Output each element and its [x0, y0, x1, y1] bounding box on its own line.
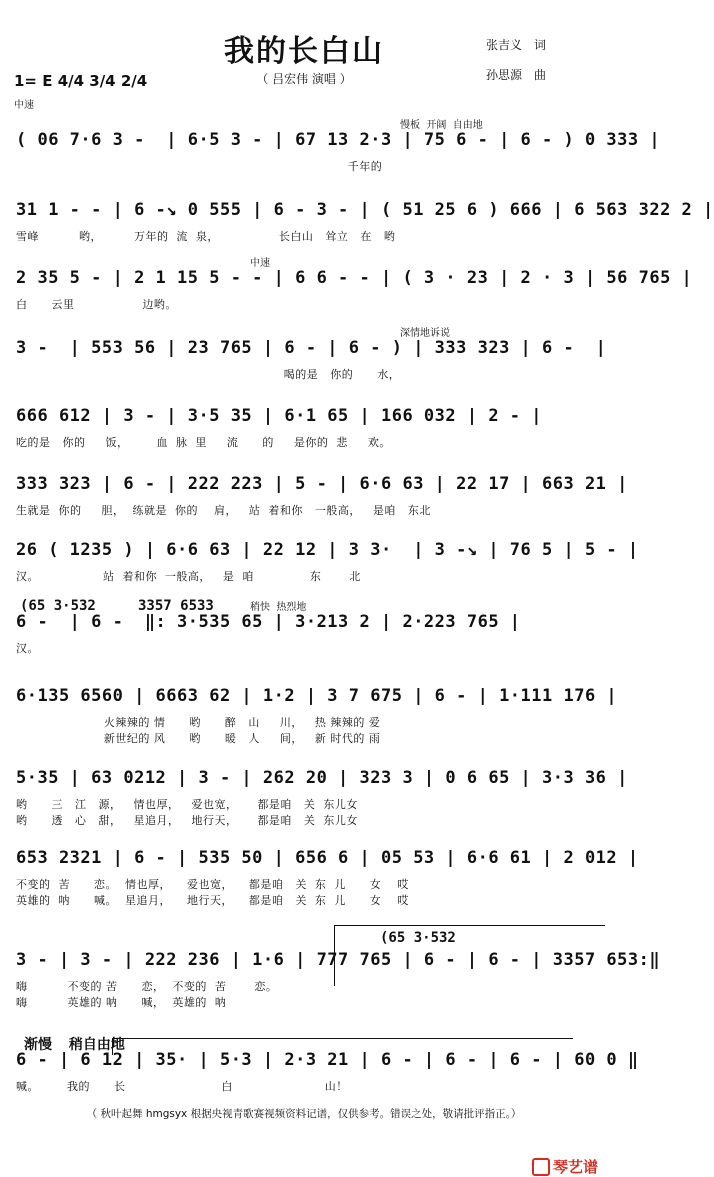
lyric-line: 哟 三 江 源， 情也厚， 爱也宽， 都是咱 关 东儿女 [16, 798, 358, 811]
notation-row: 3 - | 553 56 | 23 765 | 6 - | 6 - ) | 333 323 | 6 - | [16, 338, 607, 358]
row-direction: 渐慢 稍自由地 [24, 1037, 125, 1053]
volta-bracket-2 [112, 1038, 573, 1055]
lyric-line: 汉。 站 着和你 一般高， 是 咱 东 北 [16, 570, 361, 583]
lyric-line: 英雄的 呐 喊。 星追月， 地行天， 都是咱 关 东 儿 女 哎 [16, 894, 409, 907]
row-direction: 深情地诉说 [400, 328, 450, 339]
notation-row: 6·135 6560 | 6663 62 | 1·2 | 3 7 675 | 6 - | 1·111 176 | [16, 686, 618, 706]
row-direction: (65 3·532 [380, 930, 456, 946]
key-signature: 1= E 4/4 3/4 2/4 [14, 72, 148, 90]
lyric-line: 新世纪的 风 哟 暖 人 间， 新 时代的 雨 [16, 732, 381, 745]
lyric-line: 吃的是 你的 饭， 血 脉 里 流 的 是你的 悲 欢。 [16, 436, 391, 449]
notation-row: 653 2321 | 6 - | 535 50 | 656 6 | 05 53 | 6·6 61 | 2 012 | [16, 848, 639, 868]
notation-row: 666 612 | 3 - | 3·5 35 | 6·1 65 | 166 032 | 2 - | [16, 406, 543, 426]
lyric-line: 雪峰 哟， 万年的 流 泉， 长白山 耸立 在 哟 [16, 230, 396, 243]
lyric-line: 嗨 英雄的 呐 喊， 英雄的 呐 [16, 996, 227, 1009]
logo-text: 琴艺谱 [552, 1158, 598, 1176]
logo-icon [532, 1158, 550, 1176]
site-logo [522, 1138, 598, 1177]
song-title: 我的长白山 [224, 34, 384, 69]
volta-bracket [334, 925, 605, 986]
notation-row: 333 323 | 6 - | 222 223 | 5 - | 6·6 63 | 22 17 | 663 21 | [16, 474, 628, 494]
lyric-line: 汉。 [16, 642, 39, 655]
row-direction: 慢板 开阔 自由地 [400, 120, 483, 131]
notation-row: 6 - | 6 12 | 35· | 5·3 | 2·3 21 | 6 - | 6 - | 6 - | 60 0 ‖ [16, 1050, 639, 1070]
notation-row: ( 06 7·6 3 - | 6·5 3 - | 67 13 2·3 | 75 6 - | 6 - ) 0 333 | [16, 130, 661, 150]
performer-line: （ 吕宏伟 演唱 ） [256, 72, 352, 86]
row-direction: 3357 6533 [138, 598, 214, 614]
transcriber-note: （ 秋叶起舞 hmgsyx 根据央视青歌赛视频资料记谱，仅供参考。错误之处，敬请批评指正。） [86, 1108, 522, 1120]
row-direction: 中速 [250, 258, 270, 269]
row-direction: (65 3·532 [20, 598, 96, 614]
composer-credit: 孙思源 曲 [486, 68, 547, 82]
row-direction: 稍快 热烈地 [250, 602, 307, 613]
lyric-line: 火辣辣的 情 哟 醉 山 川， 热 辣辣的 爱 [16, 716, 381, 729]
notation-row: 31 1 - - | 6 -↘ 0 555 | 6 - 3 - | ( 51 25 6 ) 666 | 6 563 322 2 | [16, 200, 714, 220]
lyric-line: 千年的 [16, 160, 383, 173]
notation-row: 2 35 5 - | 2 1 15 5 - - | 6 6 - - | ( 3 · 23 | 2 · 3 | 56 765 | [16, 268, 693, 288]
lyric-line: 白 云里 边哟。 [16, 298, 177, 311]
lyricist-credit: 张吉义 词 [486, 38, 547, 52]
notation-row: 26 ( 1235 ) | 6·6 63 | 22 12 | 3 3· | 3 -↘ | 76 5 | 5 - | [16, 540, 639, 560]
tempo-marking: 中速 [14, 100, 34, 111]
lyric-line: 生就是 你的 胆， 练就是 你的 肩， 站 着和你 一般高， 是咱 东北 [16, 504, 431, 517]
lyric-line: 不变的 苦 恋。 情也厚， 爱也宽， 都是咱 关 东 儿 女 哎 [16, 878, 409, 891]
lyric-line: 喝的是 你的 水， [16, 368, 401, 381]
notation-row: 6 - | 6 - ‖: 3·535 65 | 3·213 2 | 2·223 765 | [16, 612, 521, 632]
lyric-line: 嗨 不变的 苦 恋， 不变的 苦 恋。 [16, 980, 278, 993]
lyric-line: 哟 透 心 甜， 星追月， 地行天， 都是咱 关 东儿女 [16, 814, 358, 827]
notation-row: 3 - | 3 - | 222 236 | 1·6 | 777 765 | 6 - | 6 - | 3357 653:‖ [16, 950, 661, 970]
notation-row: 5·35 | 63 0212 | 3 - | 262 20 | 323 3 | 0 6 65 | 3·3 36 | [16, 768, 628, 788]
lyric-line: 喊。 我的 长 白 山！ [16, 1080, 348, 1093]
